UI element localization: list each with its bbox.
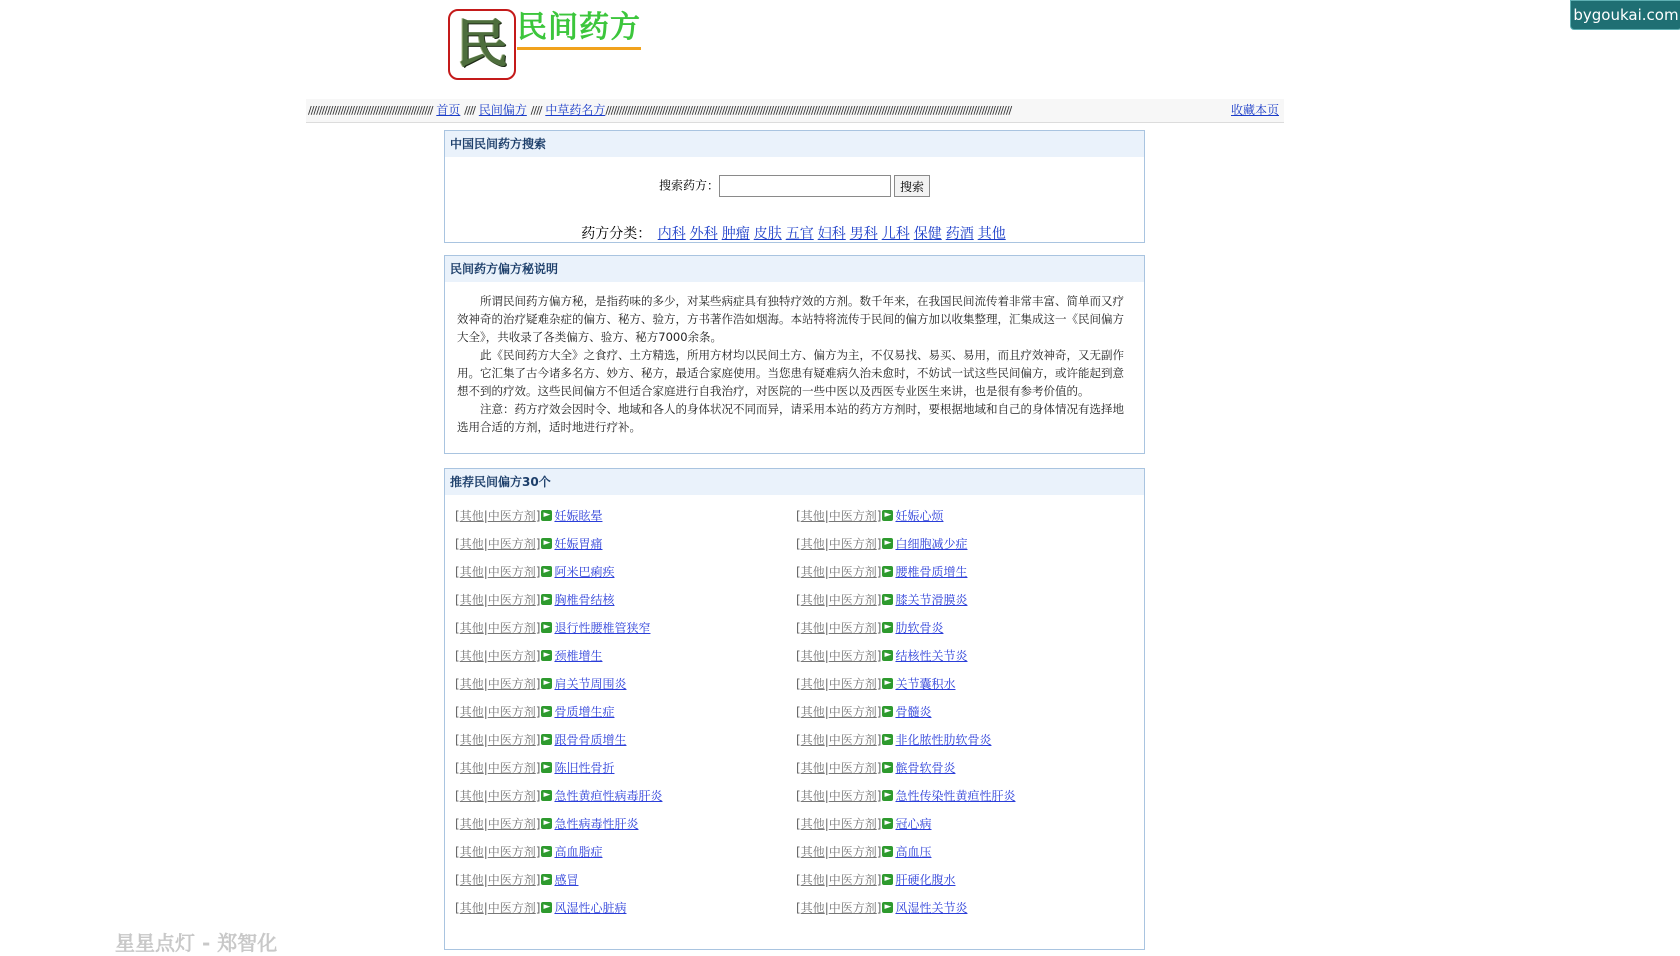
category-tag: [其他|中医方剂] xyxy=(455,509,541,523)
tag-type-link[interactable]: 中医方剂 xyxy=(487,761,536,775)
tag-type-link[interactable]: 中医方剂 xyxy=(828,817,877,831)
tag-category-link[interactable]: 其他 xyxy=(459,845,484,859)
nav-separator: //// xyxy=(530,104,542,117)
arrow-right-icon: ► xyxy=(541,538,552,549)
tag-category-link[interactable]: 其他 xyxy=(800,761,825,775)
nav-link-herbal-formulas[interactable]: 中草药名方 xyxy=(545,103,606,117)
category-tag: [其他|中医方剂] xyxy=(796,509,882,523)
tag-type-link[interactable]: 中医方剂 xyxy=(828,901,877,915)
arrow-right-icon: ► xyxy=(541,566,552,577)
list-item xyxy=(796,647,967,664)
remedy-link[interactable]: 急性传染性黄疸性肝炎 xyxy=(895,789,1016,803)
category-tag: [其他|中医方剂] xyxy=(455,705,541,719)
category-tag: [其他|中医方剂] xyxy=(455,621,541,635)
tag-type-link[interactable]: 中医方剂 xyxy=(828,873,877,887)
list-item xyxy=(796,703,931,720)
tag-category-link[interactable]: 其他 xyxy=(459,789,484,803)
list-item xyxy=(796,507,943,524)
arrow-right-icon: ► xyxy=(882,762,893,773)
remedy-link[interactable]: 退行性腰椎管狭窄 xyxy=(554,621,651,635)
search-input[interactable] xyxy=(719,175,891,197)
list-item xyxy=(796,535,967,552)
category-tag: [其他|中医方剂] xyxy=(455,565,541,579)
arrow-right-icon: ► xyxy=(541,650,552,661)
category-link[interactable]: 男科 xyxy=(849,226,878,242)
remedy-link[interactable]: 高血压 xyxy=(895,845,932,859)
about-panel-title: 民间药方偏方秘说明 xyxy=(445,256,1144,282)
arrow-right-icon: ► xyxy=(882,678,893,689)
table-row xyxy=(445,699,1144,727)
remedy-link[interactable]: 妊娠心烦 xyxy=(895,509,944,523)
table-row xyxy=(445,671,1144,699)
tag-type-link[interactable]: 中医方剂 xyxy=(487,789,536,803)
tag-category-link[interactable]: 其他 xyxy=(800,565,825,579)
list-item xyxy=(796,591,967,608)
list-item xyxy=(796,871,955,888)
category-tag: [其他|中医方剂] xyxy=(796,845,882,859)
table-row xyxy=(445,727,1144,755)
category-link[interactable]: 其他 xyxy=(977,226,1006,242)
arrow-right-icon: ► xyxy=(882,902,893,913)
tag-type-link[interactable]: 中医方剂 xyxy=(487,649,536,663)
list-item xyxy=(455,815,638,832)
search-label: 搜索药方： xyxy=(658,178,719,193)
table-row xyxy=(445,559,1144,587)
list-item xyxy=(455,619,650,636)
tag-category-link[interactable]: 其他 xyxy=(459,565,484,579)
arrow-right-icon: ► xyxy=(882,622,893,633)
remedy-link[interactable]: 非化脓性肋软骨炎 xyxy=(895,733,992,747)
category-link[interactable]: 保健 xyxy=(913,226,942,242)
table-row xyxy=(445,503,1144,531)
list-item xyxy=(455,675,626,692)
category-tag: [其他|中医方剂] xyxy=(796,537,882,551)
arrow-right-icon: ► xyxy=(882,706,893,717)
nav-bar xyxy=(306,99,1284,123)
category-label: 药方分类： xyxy=(581,226,652,242)
category-tag: [其他|中医方剂] xyxy=(796,761,882,775)
table-row xyxy=(445,783,1144,811)
tag-category-link[interactable]: 其他 xyxy=(459,677,484,691)
arrow-right-icon: ► xyxy=(541,622,552,633)
tag-type-link[interactable]: 中医方剂 xyxy=(828,537,877,551)
remedy-link[interactable]: 阿米巴痢疾 xyxy=(554,565,615,579)
list-item xyxy=(455,787,662,804)
arrow-right-icon: ► xyxy=(541,706,552,717)
remedy-link[interactable]: 感冒 xyxy=(554,873,579,887)
table-row xyxy=(445,867,1144,895)
category-link[interactable]: 外科 xyxy=(689,226,718,242)
category-link[interactable]: 肿瘤 xyxy=(721,226,750,242)
category-link[interactable]: 药酒 xyxy=(945,226,974,242)
tag-category-link[interactable]: 其他 xyxy=(800,621,825,635)
list-item xyxy=(796,815,931,832)
category-link[interactable]: 皮肤 xyxy=(753,226,782,242)
arrow-right-icon: ► xyxy=(882,538,893,549)
category-tag: [其他|中医方剂] xyxy=(796,677,882,691)
remedy-link[interactable]: 肋软骨炎 xyxy=(895,621,944,635)
list-item xyxy=(796,563,967,580)
table-row xyxy=(445,615,1144,643)
tag-category-link[interactable]: 其他 xyxy=(800,677,825,691)
list-item xyxy=(455,591,614,608)
list-item xyxy=(455,899,626,916)
arrow-right-icon: ► xyxy=(882,790,893,801)
about-paragraph: 所谓民间药方偏方秘，是指药味的多少，对某些病症具有独特疗效的方剂。数千年来，在我国民间流传着非常丰富、简单而又疗效神奇的治疗疑难杂症的偏方、秘方、验方，方书著作浩如烟海。本站特将流传于民间的偏方加以收集整理，汇集成这一《民间偏方大全》，共收录了各类偏方、验方、秘方7000余条。 xyxy=(457,294,1124,344)
arrow-right-icon: ► xyxy=(541,790,552,801)
arrow-right-icon: ► xyxy=(882,874,893,885)
category-tag: [其他|中医方剂] xyxy=(455,593,541,607)
arrow-right-icon: ► xyxy=(541,734,552,745)
tag-category-link[interactable]: 其他 xyxy=(800,901,825,915)
arrow-right-icon: ► xyxy=(882,566,893,577)
tag-category-link[interactable]: 其他 xyxy=(459,761,484,775)
tag-type-link[interactable]: 中医方剂 xyxy=(487,817,536,831)
list-item xyxy=(455,759,614,776)
category-tag: [其他|中医方剂] xyxy=(796,649,882,663)
tag-type-link[interactable]: 中医方剂 xyxy=(828,565,877,579)
tag-type-link[interactable]: 中医方剂 xyxy=(828,649,877,663)
arrow-right-icon: ► xyxy=(541,678,552,689)
remedy-link[interactable]: 颈椎增生 xyxy=(554,649,603,663)
category-tag: [其他|中医方剂] xyxy=(796,901,882,915)
category-tag: [其他|中医方剂] xyxy=(796,817,882,831)
search-row xyxy=(445,175,1144,197)
arrow-right-icon: ► xyxy=(882,594,893,605)
search-panel xyxy=(444,130,1145,243)
remedy-link[interactable]: 结核性关节炎 xyxy=(895,649,968,663)
tag-type-link[interactable]: 中医方剂 xyxy=(487,873,536,887)
list-item xyxy=(455,563,614,580)
list-item xyxy=(796,843,931,860)
tag-category-link[interactable]: 其他 xyxy=(459,733,484,747)
category-tag: [其他|中医方剂] xyxy=(796,593,882,607)
tag-type-link[interactable]: 中医方剂 xyxy=(487,705,536,719)
tag-type-link[interactable]: 中医方剂 xyxy=(487,901,536,915)
category-tag: [其他|中医方剂] xyxy=(796,705,882,719)
remedy-link[interactable]: 急性黄疸性病毒肝炎 xyxy=(554,789,663,803)
category-tag: [其他|中医方剂] xyxy=(455,537,541,551)
list-item xyxy=(455,871,578,888)
tag-type-link[interactable]: 中医方剂 xyxy=(487,621,536,635)
list-item xyxy=(455,731,626,748)
tag-type-link[interactable]: 中医方剂 xyxy=(487,537,536,551)
tag-category-link[interactable]: 其他 xyxy=(459,901,484,915)
table-row xyxy=(445,839,1144,867)
category-row xyxy=(445,223,1144,243)
site-badge[interactable]: bygoukai.com xyxy=(1570,0,1680,30)
remedy-link[interactable]: 妊娠胃痛 xyxy=(554,537,603,551)
remedy-link[interactable]: 腰椎骨质增生 xyxy=(895,565,968,579)
category-tag: [其他|中医方剂] xyxy=(455,761,541,775)
tag-category-link[interactable]: 其他 xyxy=(800,817,825,831)
table-row xyxy=(445,811,1144,839)
tag-type-link[interactable]: 中医方剂 xyxy=(828,705,877,719)
remedy-link[interactable]: 肝硬化腹水 xyxy=(895,873,956,887)
arrow-right-icon: ► xyxy=(882,510,893,521)
tag-category-link[interactable]: 其他 xyxy=(800,873,825,887)
list-item xyxy=(455,507,602,524)
remedy-link[interactable]: 关节囊积水 xyxy=(895,677,956,691)
remedy-link[interactable]: 妊娠眩晕 xyxy=(554,509,603,523)
recommend-list xyxy=(445,503,1144,923)
arrow-right-icon: ► xyxy=(541,846,552,857)
category-tag: [其他|中医方剂] xyxy=(796,873,882,887)
category-tag: [其他|中医方剂] xyxy=(796,789,882,803)
tag-type-link[interactable]: 中医方剂 xyxy=(487,565,536,579)
arrow-right-icon: ► xyxy=(541,902,552,913)
remedy-link[interactable]: 白细胞减少症 xyxy=(895,537,968,551)
recommend-panel-title: 推荐民间偏方30个 xyxy=(445,469,1144,495)
list-item xyxy=(796,731,991,748)
remedy-link[interactable]: 冠心病 xyxy=(895,817,932,831)
remedy-link[interactable]: 风湿性心脏病 xyxy=(554,901,627,915)
tag-category-link[interactable]: 其他 xyxy=(800,509,825,523)
remedy-link[interactable]: 风湿性关节炎 xyxy=(895,901,968,915)
remedy-link[interactable]: 急性病毒性肝炎 xyxy=(554,817,639,831)
nav-separator: ////////////////////////////////////////////////////////////////////////////////////////////////////////////////////////////////////////////////////// xyxy=(605,104,1012,117)
remedy-link[interactable]: 高血脂症 xyxy=(554,845,603,859)
remedy-link[interactable]: 髌骨软骨炎 xyxy=(895,761,956,775)
tag-type-link[interactable]: 中医方剂 xyxy=(828,845,877,859)
tag-type-link[interactable]: 中医方剂 xyxy=(487,593,536,607)
title-underline xyxy=(517,47,641,50)
tag-category-link[interactable]: 其他 xyxy=(459,873,484,887)
arrow-right-icon: ► xyxy=(541,762,552,773)
tag-category-link[interactable]: 其他 xyxy=(800,705,825,719)
table-row xyxy=(445,531,1144,559)
list-item xyxy=(796,675,955,692)
tag-type-link[interactable]: 中医方剂 xyxy=(487,733,536,747)
list-item xyxy=(796,787,1015,804)
tag-type-link[interactable]: 中医方剂 xyxy=(828,789,877,803)
category-tag: [其他|中医方剂] xyxy=(455,677,541,691)
nav-link-home[interactable]: 首页 xyxy=(436,103,461,117)
remedy-link[interactable]: 胸椎骨结核 xyxy=(554,593,615,607)
about-paragraph: 此《民间药方大全》之食疗、土方精选，所用方材均以民间土方、偏方为主，不仅易找、易买、易用，而且疗效神奇，又无副作用。它汇集了古今诸多名方、妙方、秘方，最适合家庭使用。当您患有疑难病久治未愈时，不妨试一试这些民间偏方，或许能起到意想不到的疗效。这些民间偏方不但适合家庭进行自我治疗，对医院的一些中医以及西医专业医生来讲，也是很有参考价值的。 xyxy=(457,348,1124,398)
tag-type-link[interactable]: 中医方剂 xyxy=(828,509,877,523)
tag-type-link[interactable]: 中医方剂 xyxy=(487,509,536,523)
tag-category-link[interactable]: 其他 xyxy=(459,509,484,523)
category-tag: [其他|中医方剂] xyxy=(455,845,541,859)
tag-category-link[interactable]: 其他 xyxy=(459,621,484,635)
logo-image[interactable] xyxy=(448,9,516,80)
nav-separator: ////////////////////////////////////////////// xyxy=(308,104,433,117)
arrow-right-icon: ► xyxy=(541,594,552,605)
arrow-right-icon: ► xyxy=(882,650,893,661)
tag-type-link[interactable]: 中医方剂 xyxy=(828,733,877,747)
category-tag: [其他|中医方剂] xyxy=(796,621,882,635)
category-tag: [其他|中医方剂] xyxy=(455,873,541,887)
category-tag: [其他|中医方剂] xyxy=(455,789,541,803)
tag-type-link[interactable]: 中医方剂 xyxy=(828,761,877,775)
category-link[interactable]: 内科 xyxy=(657,226,686,242)
logo-glyph: 民 xyxy=(455,14,508,75)
about-panel xyxy=(444,255,1145,454)
remedy-link[interactable]: 膝关节滑膜炎 xyxy=(895,593,968,607)
tag-type-link[interactable]: 中医方剂 xyxy=(828,677,877,691)
remedy-link[interactable]: 肩关节周围炎 xyxy=(554,677,627,691)
tag-category-link[interactable]: 其他 xyxy=(459,537,484,551)
search-button[interactable]: 搜索 xyxy=(894,175,930,197)
list-item xyxy=(455,703,614,720)
tag-category-link[interactable]: 其他 xyxy=(459,593,484,607)
category-link[interactable]: 儿科 xyxy=(881,226,910,242)
tag-category-link[interactable]: 其他 xyxy=(800,649,825,663)
remedy-link[interactable]: 骨质增生症 xyxy=(554,705,615,719)
category-tag: [其他|中医方剂] xyxy=(455,817,541,831)
arrow-right-icon: ► xyxy=(882,846,893,857)
table-row xyxy=(445,895,1144,923)
arrow-right-icon: ► xyxy=(541,818,552,829)
video-watermark: 星星点灯 - 郑智化 xyxy=(115,931,278,955)
list-item xyxy=(455,843,602,860)
category-link[interactable]: 五官 xyxy=(785,226,814,242)
remedy-link[interactable]: 骨髓炎 xyxy=(895,705,932,719)
about-text xyxy=(445,282,1144,436)
tag-category-link[interactable]: 其他 xyxy=(800,845,825,859)
search-panel-title: 中国民间药方搜索 xyxy=(445,131,1144,157)
category-tag: [其他|中医方剂] xyxy=(796,733,882,747)
category-tag: [其他|中医方剂] xyxy=(455,901,541,915)
category-link[interactable]: 妇科 xyxy=(817,226,846,242)
tag-category-link[interactable]: 其他 xyxy=(459,817,484,831)
tag-category-link[interactable]: 其他 xyxy=(800,789,825,803)
table-row xyxy=(445,755,1144,783)
list-item xyxy=(796,759,955,776)
category-tag: [其他|中医方剂] xyxy=(796,565,882,579)
nav-link-folk-remedies[interactable]: 民间偏方 xyxy=(478,103,527,117)
tag-category-link[interactable]: 其他 xyxy=(459,649,484,663)
tag-category-link[interactable]: 其他 xyxy=(459,705,484,719)
list-item xyxy=(796,899,967,916)
arrow-right-icon: ► xyxy=(882,734,893,745)
tag-type-link[interactable]: 中医方剂 xyxy=(487,677,536,691)
bookmark-link[interactable]: 收藏本页 xyxy=(1230,103,1279,117)
category-tag: [其他|中医方剂] xyxy=(455,733,541,747)
arrow-right-icon: ► xyxy=(541,874,552,885)
site-title: 民间药方 xyxy=(517,10,641,45)
arrow-right-icon: ► xyxy=(541,510,552,521)
remedy-link[interactable]: 陈旧性骨折 xyxy=(554,761,615,775)
list-item xyxy=(455,535,602,552)
recommend-panel xyxy=(444,468,1145,950)
nav-separator: //// xyxy=(464,104,475,117)
tag-category-link[interactable]: 其他 xyxy=(800,537,825,551)
tag-type-link[interactable]: 中医方剂 xyxy=(828,593,877,607)
table-row xyxy=(445,643,1144,671)
list-item xyxy=(796,619,943,636)
table-row xyxy=(445,587,1144,615)
remedy-link[interactable]: 跟骨骨质增生 xyxy=(554,733,627,747)
about-paragraph: 注意：药方疗效会因时令、地域和各人的身体状况不同而异，请采用本站的药方方剂时，要根据地域和自己的身体情况有选择地选用合适的方剂，适时地进行疗补。 xyxy=(457,402,1124,434)
tag-category-link[interactable]: 其他 xyxy=(800,593,825,607)
category-tag: [其他|中医方剂] xyxy=(455,649,541,663)
tag-category-link[interactable]: 其他 xyxy=(800,733,825,747)
list-item xyxy=(455,647,602,664)
tag-type-link[interactable]: 中医方剂 xyxy=(487,845,536,859)
arrow-right-icon: ► xyxy=(882,818,893,829)
tag-type-link[interactable]: 中医方剂 xyxy=(828,621,877,635)
